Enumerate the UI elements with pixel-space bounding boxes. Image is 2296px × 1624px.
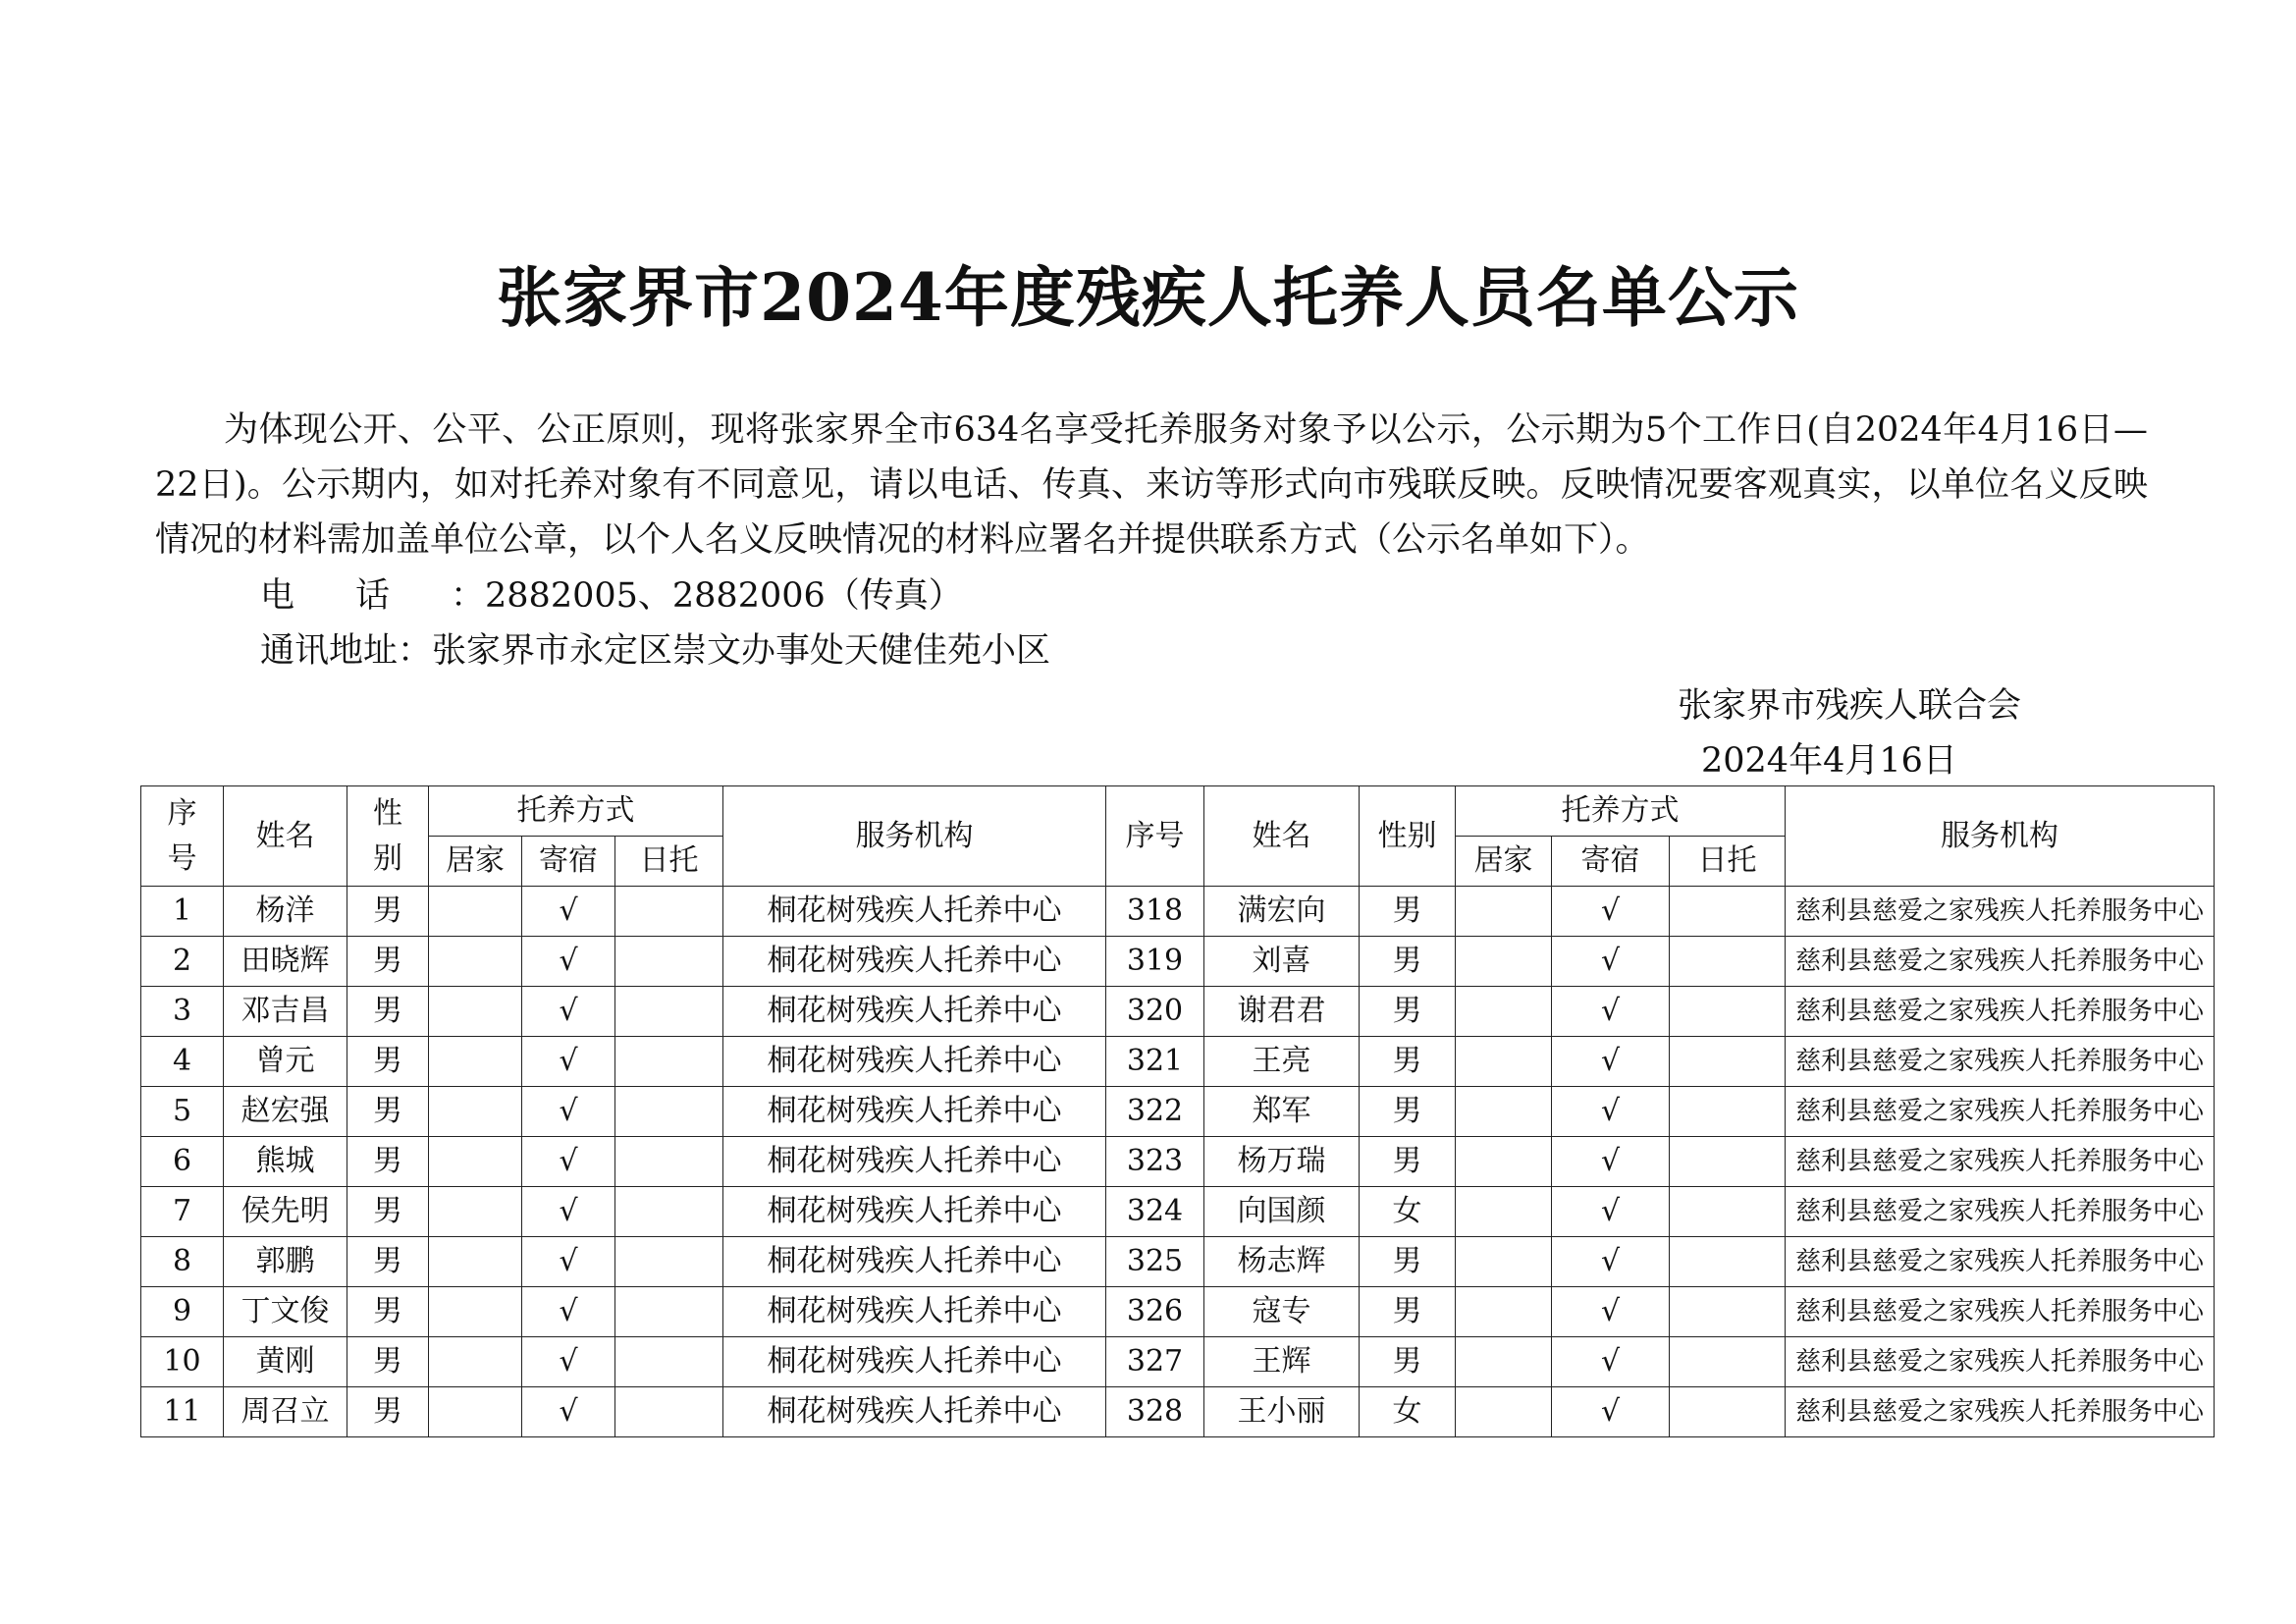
header-daycare-left: 日托	[615, 837, 723, 887]
header-row-top	[141, 786, 2215, 837]
left-home-cell	[429, 887, 522, 937]
right-institution-cell: 慈利县慈爱之家残疾人托养服务中心	[1786, 1187, 2215, 1237]
right-gender-cell: 男	[1360, 987, 1456, 1037]
left-seq-cell: 9	[141, 1287, 224, 1337]
left-home-cell	[429, 1037, 522, 1087]
right-seq-cell: 318	[1106, 887, 1204, 937]
right-gender-cell: 男	[1360, 937, 1456, 987]
right-daycare-cell	[1670, 1237, 1786, 1287]
left-boarding-cell: √	[522, 1087, 615, 1137]
left-name-cell: 邓吉昌	[224, 987, 347, 1037]
left-home-cell	[429, 1237, 522, 1287]
left-boarding-cell: √	[522, 937, 615, 987]
right-institution-cell: 慈利县慈爱之家残疾人托养服务中心	[1786, 887, 2215, 937]
left-home-cell	[429, 1087, 522, 1137]
right-seq-cell: 324	[1106, 1187, 1204, 1237]
right-daycare-cell	[1670, 1137, 1786, 1187]
right-home-cell	[1456, 1387, 1552, 1437]
left-seq-cell: 11	[141, 1387, 224, 1437]
left-seq-cell: 3	[141, 987, 224, 1037]
right-home-cell	[1456, 1187, 1552, 1237]
right-daycare-cell	[1670, 1037, 1786, 1087]
right-name-cell: 郑军	[1204, 1087, 1360, 1137]
left-gender-cell: 男	[347, 937, 429, 987]
right-institution-cell: 慈利县慈爱之家残疾人托养服务中心	[1786, 987, 2215, 1037]
right-gender-cell: 女	[1360, 1187, 1456, 1237]
left-seq-cell: 6	[141, 1137, 224, 1187]
right-gender-cell: 男	[1360, 1237, 1456, 1287]
right-name-cell: 寇专	[1204, 1287, 1360, 1337]
right-boarding-cell: √	[1552, 1137, 1670, 1187]
right-boarding-cell: √	[1552, 887, 1670, 937]
left-institution-cell: 桐花树残疾人托养中心	[723, 937, 1106, 987]
right-seq-cell: 325	[1106, 1237, 1204, 1287]
left-boarding-cell: √	[522, 1337, 615, 1387]
left-daycare-cell	[615, 1287, 723, 1337]
right-seq-cell: 320	[1106, 987, 1204, 1037]
left-gender-cell: 男	[347, 1087, 429, 1137]
right-boarding-cell: √	[1552, 1037, 1670, 1087]
phone-label: 电话	[260, 576, 452, 616]
right-name-cell: 杨万瑞	[1204, 1137, 1360, 1187]
header-name-right: 姓名	[1204, 786, 1360, 887]
left-institution-cell: 桐花树残疾人托养中心	[723, 1387, 1106, 1437]
left-daycare-cell	[615, 1337, 723, 1387]
left-gender-cell: 男	[347, 1287, 429, 1337]
right-boarding-cell: √	[1552, 1287, 1670, 1337]
left-daycare-cell	[615, 887, 723, 937]
right-home-cell	[1456, 987, 1552, 1037]
address-label: 通讯地址	[260, 631, 399, 671]
left-home-cell	[429, 987, 522, 1037]
header-gender-right: 性别	[1360, 786, 1456, 887]
right-institution-cell: 慈利县慈爱之家残疾人托养服务中心	[1786, 1287, 2215, 1337]
right-institution-cell: 慈利县慈爱之家残疾人托养服务中心	[1786, 1087, 2215, 1137]
table-row	[141, 1187, 2215, 1237]
right-seq-cell: 328	[1106, 1387, 1204, 1437]
right-daycare-cell	[1670, 1387, 1786, 1437]
right-home-cell	[1456, 1087, 1552, 1137]
right-institution-cell: 慈利县慈爱之家残疾人托养服务中心	[1786, 937, 2215, 987]
left-boarding-cell: √	[522, 1137, 615, 1187]
right-boarding-cell: √	[1552, 1187, 1670, 1237]
left-boarding-cell: √	[522, 1387, 615, 1437]
right-seq-cell: 323	[1106, 1137, 1204, 1187]
right-name-cell: 向国颜	[1204, 1187, 1360, 1237]
right-name-cell: 王辉	[1204, 1337, 1360, 1387]
header-care-mode-right: 托养方式	[1456, 786, 1786, 837]
left-daycare-cell	[615, 1037, 723, 1087]
table-row	[141, 887, 2215, 937]
left-name-cell: 熊城	[224, 1137, 347, 1187]
document-title: 张家界市2024年度残疾人托养人员名单公示	[497, 259, 1799, 336]
left-home-cell	[429, 1337, 522, 1387]
left-institution-cell: 桐花树残疾人托养中心	[723, 1287, 1106, 1337]
left-institution-cell: 桐花树残疾人托养中心	[723, 1137, 1106, 1187]
left-gender-cell: 男	[347, 1137, 429, 1187]
right-institution-cell: 慈利县慈爱之家残疾人托养服务中心	[1786, 1387, 2215, 1437]
right-daycare-cell	[1670, 937, 1786, 987]
right-home-cell	[1456, 1287, 1552, 1337]
right-daycare-cell	[1670, 1337, 1786, 1387]
right-gender-cell: 男	[1360, 887, 1456, 937]
left-daycare-cell	[615, 1087, 723, 1137]
left-institution-cell: 桐花树残疾人托养中心	[723, 887, 1106, 937]
right-name-cell: 刘喜	[1204, 937, 1360, 987]
right-gender-cell: 男	[1360, 1087, 1456, 1137]
right-boarding-cell: √	[1552, 1337, 1670, 1387]
left-name-cell: 曾元	[224, 1037, 347, 1087]
table-row	[141, 1387, 2215, 1437]
right-institution-cell: 慈利县慈爱之家残疾人托养服务中心	[1786, 1037, 2215, 1087]
right-boarding-cell: √	[1552, 937, 1670, 987]
phone-value: ：2882005、2882006（传真）	[451, 576, 963, 616]
left-boarding-cell: √	[522, 1037, 615, 1087]
right-home-cell	[1456, 937, 1552, 987]
table-row	[141, 1137, 2215, 1187]
left-boarding-cell: √	[522, 1237, 615, 1287]
signature-date: 2024年4月16日	[1701, 741, 1957, 781]
left-home-cell	[429, 1387, 522, 1437]
right-seq-cell: 327	[1106, 1337, 1204, 1387]
right-institution-cell: 慈利县慈爱之家残疾人托养服务中心	[1786, 1337, 2215, 1387]
right-boarding-cell: √	[1552, 1087, 1670, 1137]
left-daycare-cell	[615, 987, 723, 1037]
left-name-cell: 侯先明	[224, 1187, 347, 1237]
left-name-cell: 周召立	[224, 1387, 347, 1437]
left-seq-cell: 1	[141, 887, 224, 937]
right-home-cell	[1456, 1137, 1552, 1187]
left-boarding-cell: √	[522, 1287, 615, 1337]
header-daycare-right: 日托	[1670, 837, 1786, 887]
right-gender-cell: 女	[1360, 1387, 1456, 1437]
left-institution-cell: 桐花树残疾人托养中心	[723, 987, 1106, 1037]
header-gender-left: 性 别	[347, 786, 429, 887]
table-row	[141, 1237, 2215, 1287]
header-boarding-left: 寄宿	[522, 837, 615, 887]
intro-paragraph: 为体现公开、公平、公正原则，现将张家界全市634名享受托养服务对象予以公示，公示期为5个工作日(自2024年4月16日—22日)。公示期内，如对托养对象有不同意见，请以电话、传真、来访等形式向市残联反映。反映情况要客观真实，以单位名义反映情况的材料需加盖单位公章，以个人名义反映情况的材料应署名并提供联系方式（公示名单如下）。	[155, 410, 2148, 560]
left-seq-cell: 2	[141, 937, 224, 987]
left-boarding-cell: √	[522, 987, 615, 1037]
right-boarding-cell: √	[1552, 1387, 1670, 1437]
left-gender-cell: 男	[347, 1037, 429, 1087]
right-home-cell	[1456, 887, 1552, 937]
header-care-mode-left: 托养方式	[429, 786, 723, 837]
left-seq-cell: 5	[141, 1087, 224, 1137]
header-home-right: 居家	[1456, 837, 1552, 887]
left-home-cell	[429, 937, 522, 987]
left-gender-cell: 男	[347, 1387, 429, 1437]
left-boarding-cell: √	[522, 1187, 615, 1237]
address-value: ：张家界市永定区崇文办事处天健佳苑小区	[398, 631, 1051, 671]
right-gender-cell: 男	[1360, 1137, 1456, 1187]
right-name-cell: 王小丽	[1204, 1387, 1360, 1437]
right-name-cell: 谢君君	[1204, 987, 1360, 1037]
left-name-cell: 赵宏强	[224, 1087, 347, 1137]
right-daycare-cell	[1670, 987, 1786, 1037]
left-gender-cell: 男	[347, 887, 429, 937]
table-row	[141, 937, 2215, 987]
right-boarding-cell: √	[1552, 987, 1670, 1037]
right-institution-cell: 慈利县慈爱之家残疾人托养服务中心	[1786, 1137, 2215, 1187]
contact-address	[260, 626, 1050, 676]
left-gender-cell: 男	[347, 1187, 429, 1237]
header-name-left: 姓名	[224, 786, 347, 887]
right-seq-cell: 321	[1106, 1037, 1204, 1087]
left-daycare-cell	[615, 1387, 723, 1437]
left-seq-cell: 7	[141, 1187, 224, 1237]
left-name-cell: 杨洋	[224, 887, 347, 937]
table-row	[141, 1037, 2215, 1087]
left-institution-cell: 桐花树残疾人托养中心	[723, 1337, 1106, 1387]
right-seq-cell: 322	[1106, 1087, 1204, 1137]
left-name-cell: 丁文俊	[224, 1287, 347, 1337]
table-row	[141, 1337, 2215, 1387]
roster-body	[141, 887, 2215, 1437]
right-home-cell	[1456, 1037, 1552, 1087]
right-institution-cell: 慈利县慈爱之家残疾人托养服务中心	[1786, 1237, 2215, 1287]
left-name-cell: 黄刚	[224, 1337, 347, 1387]
left-gender-cell: 男	[347, 1237, 429, 1287]
right-daycare-cell	[1670, 1087, 1786, 1137]
left-institution-cell: 桐花树残疾人托养中心	[723, 1037, 1106, 1087]
right-daycare-cell	[1670, 887, 1786, 937]
left-seq-cell: 4	[141, 1037, 224, 1087]
left-home-cell	[429, 1137, 522, 1187]
right-gender-cell: 男	[1360, 1287, 1456, 1337]
right-name-cell: 满宏向	[1204, 887, 1360, 937]
left-daycare-cell	[615, 1137, 723, 1187]
right-home-cell	[1456, 1237, 1552, 1287]
signature-org: 张家界市残疾人联合会	[1677, 686, 2021, 726]
header-home-left: 居家	[429, 837, 522, 887]
right-gender-cell: 男	[1360, 1337, 1456, 1387]
left-daycare-cell	[615, 937, 723, 987]
contact-phone	[260, 571, 963, 621]
table-row	[141, 987, 2215, 1037]
left-home-cell	[429, 1187, 522, 1237]
left-seq-cell: 10	[141, 1337, 224, 1387]
left-institution-cell: 桐花树残疾人托养中心	[723, 1187, 1106, 1237]
left-name-cell: 田晓辉	[224, 937, 347, 987]
roster-table	[140, 785, 2215, 1437]
header-institution-left: 服务机构	[723, 786, 1106, 887]
header-seq-left: 序 号	[141, 786, 224, 887]
right-gender-cell: 男	[1360, 1037, 1456, 1087]
left-gender-cell: 男	[347, 987, 429, 1037]
table-row	[141, 1287, 2215, 1337]
right-seq-cell: 319	[1106, 937, 1204, 987]
left-daycare-cell	[615, 1187, 723, 1237]
left-name-cell: 郭鹏	[224, 1237, 347, 1287]
left-seq-cell: 8	[141, 1237, 224, 1287]
left-home-cell	[429, 1287, 522, 1337]
right-seq-cell: 326	[1106, 1287, 1204, 1337]
right-daycare-cell	[1670, 1187, 1786, 1237]
right-daycare-cell	[1670, 1287, 1786, 1337]
table-row	[141, 1087, 2215, 1137]
right-name-cell: 王亮	[1204, 1037, 1360, 1087]
right-name-cell: 杨志辉	[1204, 1237, 1360, 1287]
header-institution-right: 服务机构	[1786, 786, 2215, 887]
header-boarding-right: 寄宿	[1552, 837, 1670, 887]
right-boarding-cell: √	[1552, 1237, 1670, 1287]
left-boarding-cell: √	[522, 887, 615, 937]
left-gender-cell: 男	[347, 1337, 429, 1387]
left-institution-cell: 桐花树残疾人托养中心	[723, 1087, 1106, 1137]
right-home-cell	[1456, 1337, 1552, 1387]
left-daycare-cell	[615, 1237, 723, 1287]
header-seq-right: 序号	[1106, 786, 1204, 887]
left-institution-cell: 桐花树残疾人托养中心	[723, 1237, 1106, 1287]
